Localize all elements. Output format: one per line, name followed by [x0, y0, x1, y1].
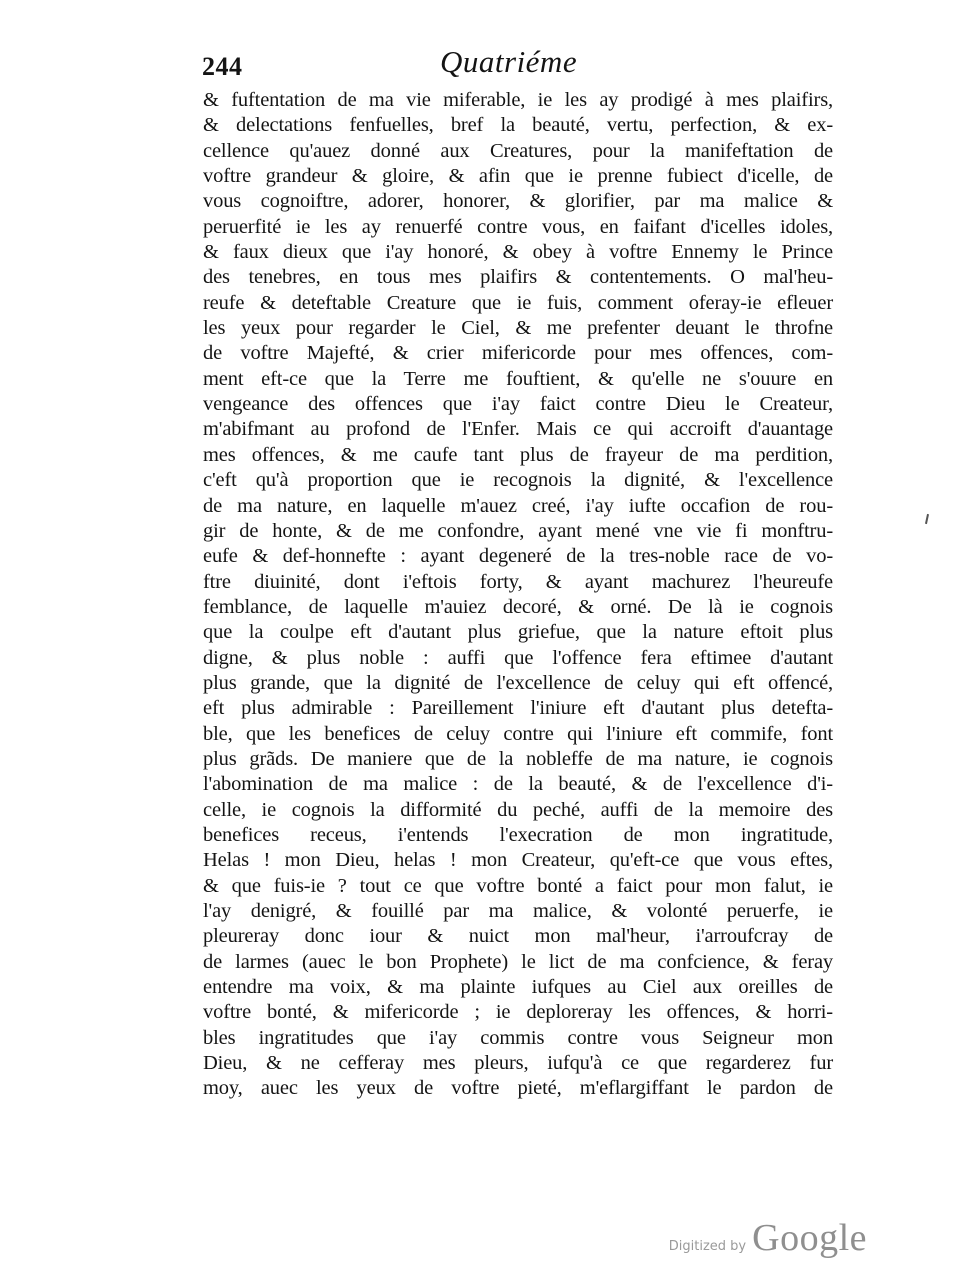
text-line: peruerfité ie les ay renuerfé contre vous, en faifant d'icelles idoles,	[203, 215, 833, 238]
text-line: voftre grandeur & gloire, & afin que ie prenne fubiect d'icelle, de	[203, 165, 833, 188]
digitization-credit	[669, 1216, 867, 1260]
text-line: plus grãds. De maniere que de la nobleffe de ma nature, ie cognois	[203, 747, 833, 770]
text-line: que la coulpe eft d'autant plus griefue, que la nature eftoit plus	[203, 621, 833, 644]
digitized-by-label: Digitized by	[668, 1239, 747, 1254]
text-line: entendre ma voix, & ma plainte iufques au Ciel aux oreilles de	[203, 976, 833, 999]
text-line: celle, ie cognois la difformité du peché, auffi de la memoire des	[203, 798, 833, 821]
text-line: & delectations fenfuelles, bref la beauté, vertu, perfection, & ex-	[203, 114, 833, 137]
text-line: digne, & plus noble : auffi que l'offence fera eftimee d'autant	[203, 646, 833, 669]
google-logo: Google	[752, 1217, 867, 1259]
text-line: ble, que les benefices de celuy contre qui l'iniure eft commife, font	[203, 722, 833, 745]
text-line: cellence qu'auez donné aux Creatures, pour la manifeftation de	[203, 139, 833, 162]
text-line: les yeux pour regarder le Ciel, & me prefenter deuant le throfne	[203, 317, 833, 340]
body-text	[203, 88, 833, 1102]
text-line: bles ingratitudes que i'ay commis contre vous Seigneur mon	[203, 1026, 833, 1049]
text-line: & faux dieux que i'ay honoré, & obey à voftre Ennemy le Prince	[203, 241, 833, 264]
text-line: l'abomination de ma malice : de la beauté, & de l'excellence d'i-	[203, 773, 833, 796]
text-line: femblance, de laquelle m'auiez decoré, & orné. De là ie cognois	[203, 595, 833, 618]
text-line: ftre diuinité, dont i'eftois forty, & ayant machurez l'heureufe	[203, 570, 833, 593]
ink-speck	[925, 514, 929, 524]
text-line: m'abifmant au profond de l'Enfer. Mais ce qui accroift d'auantage	[203, 418, 833, 441]
text-line: des tenebres, en tous mes plaifirs & contentements. O mal'heu-	[203, 266, 833, 289]
text-line: pleureray donc iour & nuict mon mal'heur, i'arroufcray de	[203, 925, 833, 948]
text-line: de voftre Majefté, & crier mifericorde pour mes offences, com-	[203, 342, 833, 365]
text-line: gir de honte, & de me confondre, ayant mené vne vie fi monftru-	[203, 519, 833, 542]
text-line: vous cognoiftre, adorer, honorer, & glorifier, par ma malice &	[203, 190, 833, 213]
text-line: de larmes (auec le bon Prophete) le lict de ma confcience, & feray	[203, 950, 833, 973]
text-line: l'ay denigré, & fouillé par ma malice, & volonté peruerfe, ie	[203, 900, 833, 922]
text-line: Dieu, & ne cefferay mes pleurs, iufqu'à ce que regarderez fur	[203, 1052, 833, 1075]
text-line: mes offences, & me caufe tant plus de frayeur de ma perdition,	[203, 443, 833, 466]
page-number: 244	[202, 52, 243, 81]
text-line: benefices receus, i'entends l'execration de mon ingratitude,	[203, 823, 833, 846]
text-line: vengeance des offences que i'ay faict contre Dieu le Createur,	[203, 393, 833, 416]
running-title: Quatriéme	[440, 44, 578, 79]
text-line: plus grande, que la dignité de l'excellence de celuy qui eft offencé,	[203, 671, 833, 694]
text-line: & que fuis-ie ? tout ce que voftre bonté a faict pour mon falut, ie	[203, 874, 833, 897]
text-line: de ma nature, en laquelle m'auez creé, i'ay iufte occafion de rou-	[203, 494, 833, 517]
text-line: & fuftentation de ma vie miferable, ie les ay prodigé à mes plaifirs,	[203, 89, 833, 111]
text-line: reufe & deteftable Creature que ie fuis, comment oferay-ie efleuer	[203, 291, 833, 314]
text-line: c'eft qu'à proportion que ie recognois la dignité, & l'excellence	[203, 469, 833, 492]
text-line: moy, auec les yeux de voftre pieté, m'eflargiffant le pardon de	[203, 1077, 833, 1100]
text-line: voftre bonté, & mifericorde ; ie deploreray les offences, & horri-	[203, 1001, 833, 1024]
text-line: Helas ! mon Dieu, helas ! mon Createur, qu'eft-ce que vous eftes,	[203, 849, 833, 872]
text-line: eft plus admirable : Pareillement l'iniure eft d'autant plus detefta-	[203, 697, 833, 720]
text-line: eufe & def-honnefte : ayant degeneré de la tres-noble race de vo-	[203, 545, 833, 568]
text-line: ment eft-ce que la Terre me fouftient, & qu'elle ne s'ouure en	[203, 367, 833, 390]
